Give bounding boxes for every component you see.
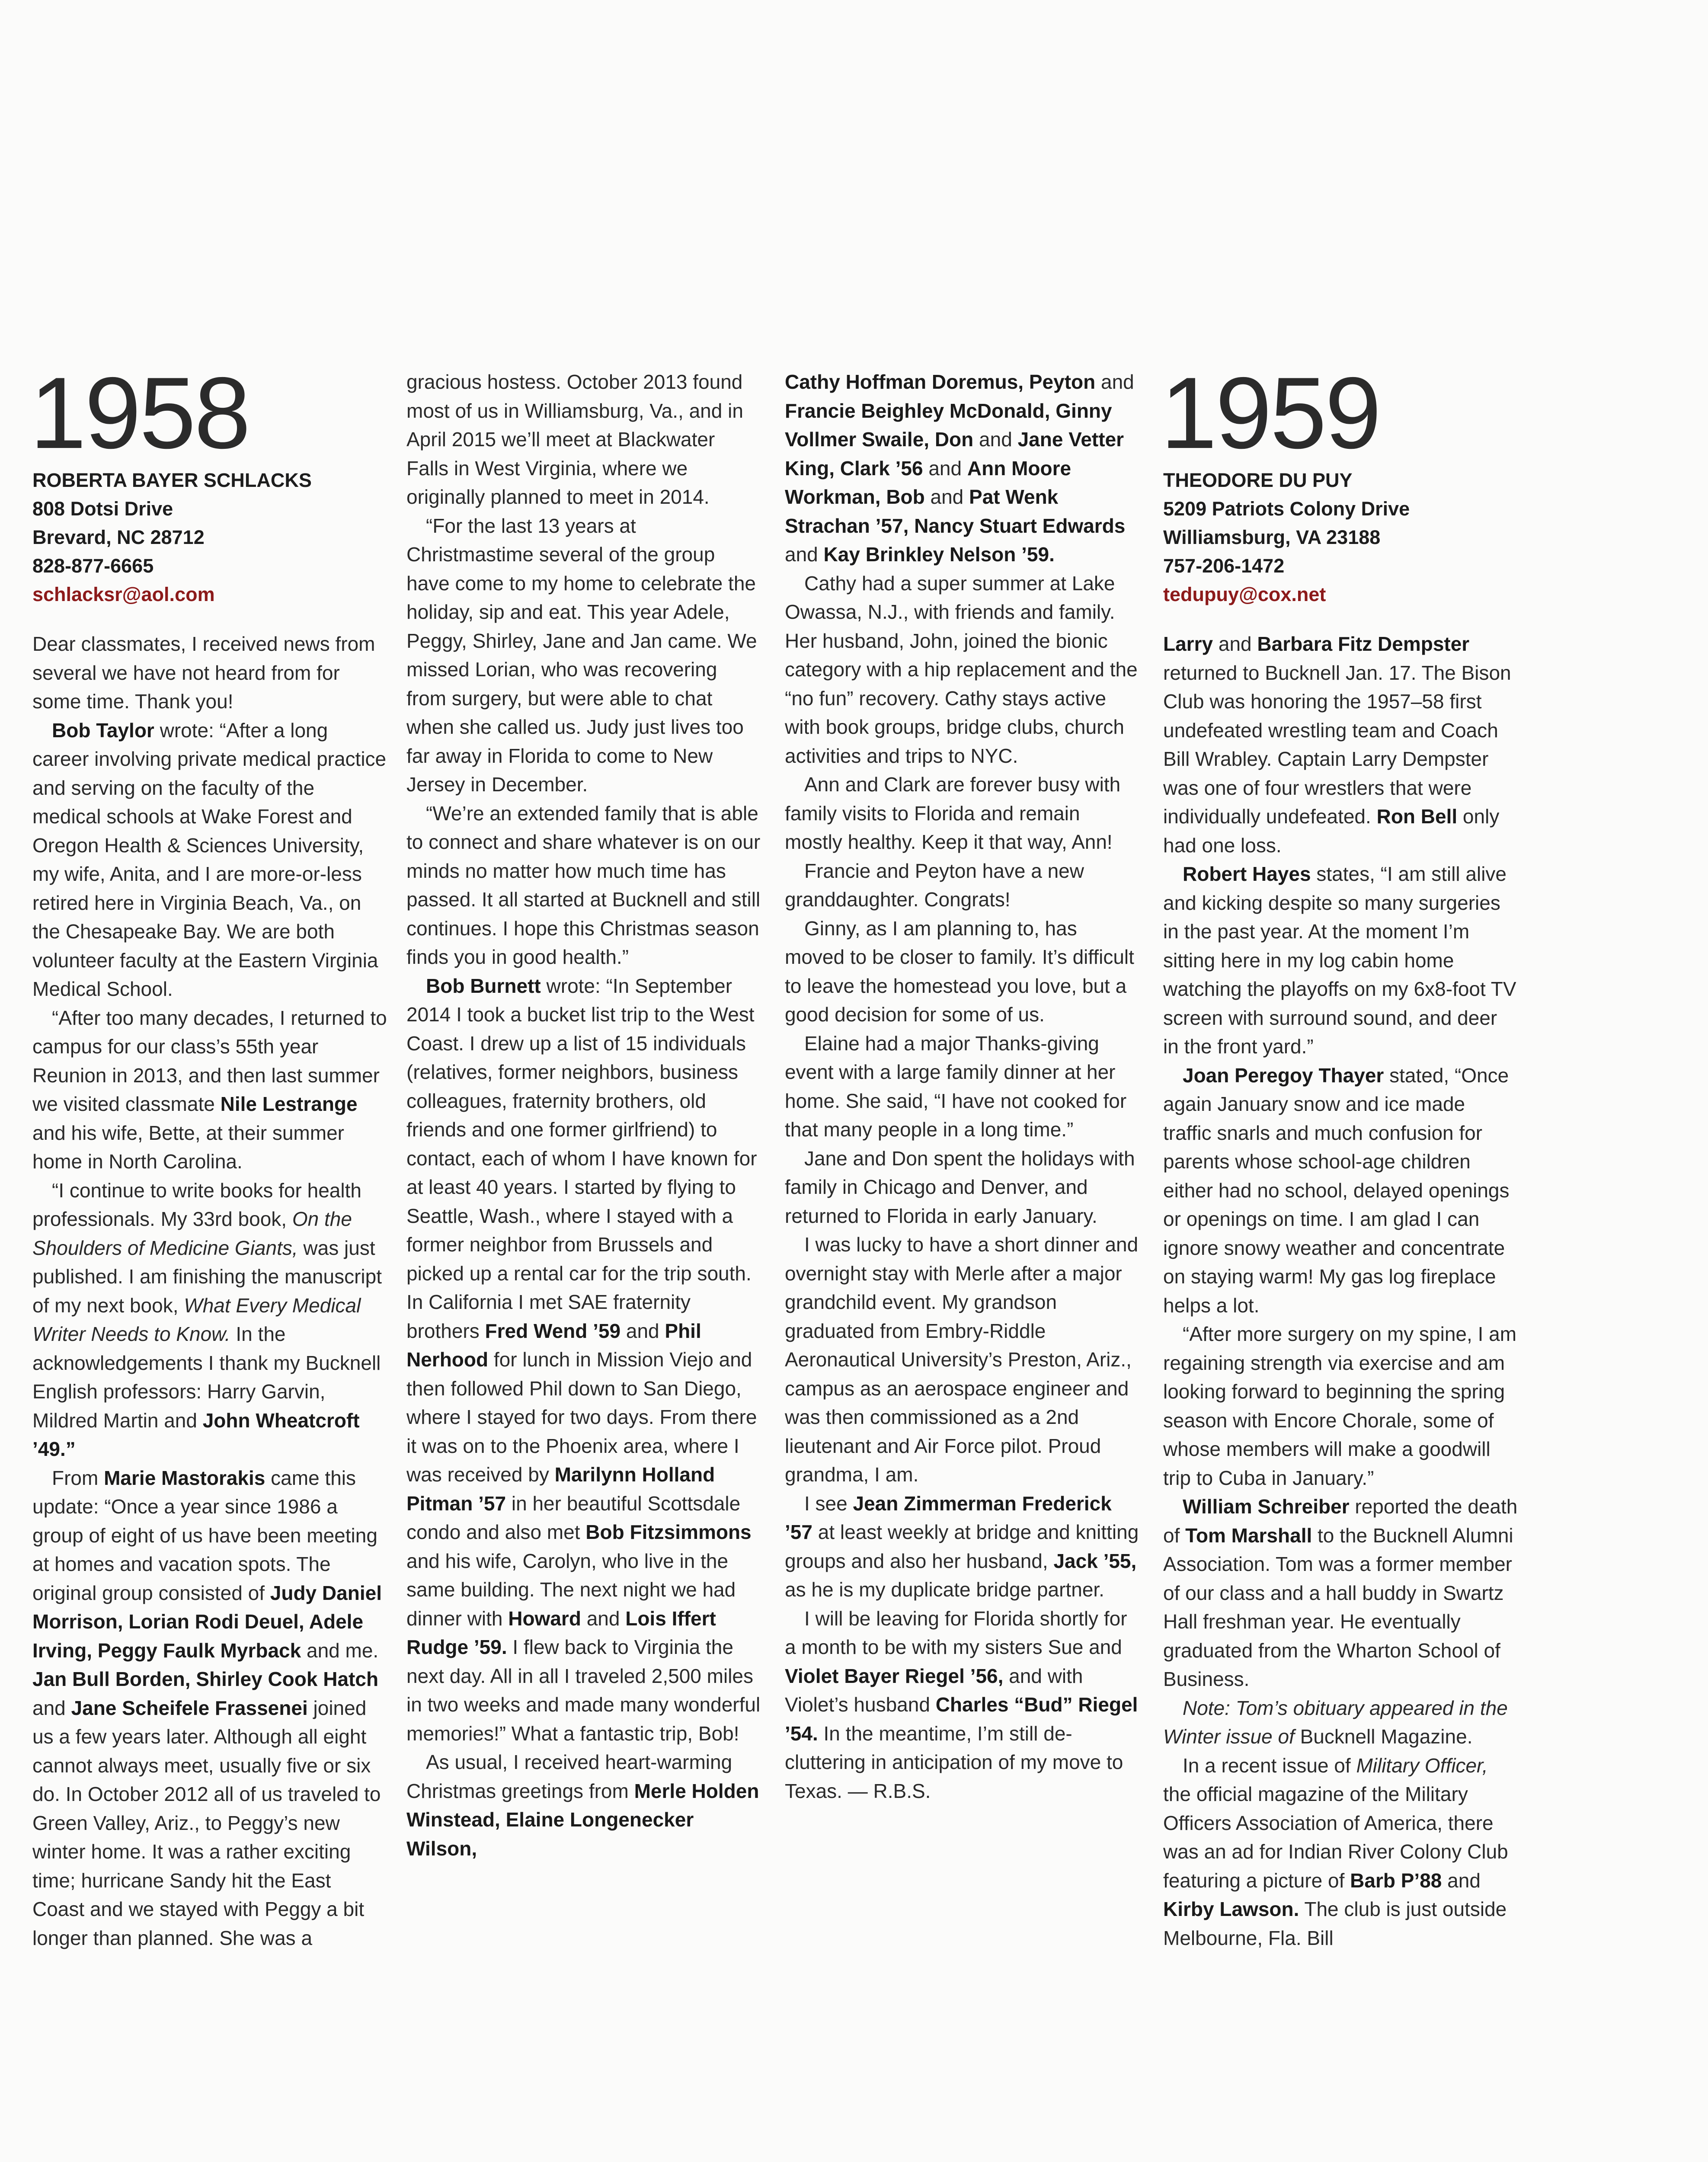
paragraph: Francie and Peyton have a new granddaughter. Congrats!: [785, 859, 1084, 911]
paragraph: “After too many decades, I returned to campus for our class’s 55th year Reunion in 2013, and then last summer we visited classmate Nile Lestrange and his wife, Bette, at their summer home in North Carolina.: [32, 1006, 387, 1173]
column-3: [785, 368, 1139, 1805]
correspondent-phone: 757-206-1472: [1163, 555, 1285, 577]
paragraph: “We’re an extended family that is able to connect and share whatever is on our minds no matter how much time has passed. It all started at Bucknell and still continues. I hope this Christmas season finds you in good health.”: [406, 802, 761, 968]
paragraph: Robert Hayes states, “I am still alive and kicking despite so many surgeries in the past year. At the moment I’m sitting here in my log cabin home watching the playoffs on my 6x8-foot TV screen with surround sound, and deer in the front yard.”: [1163, 863, 1516, 1058]
paragraph: Cathy Hoffman Doremus, Peyton and Francie Beighley McDonald, Ginny Vollmer Swaile, Don and Jane Vetter King, Clark ’56 and Ann Moore Workman, Bob and Pat Wenk Strachan ’57, Nancy Stuart Edwards and Kay Brinkley Nelson ’59.: [785, 371, 1134, 566]
paragraph: “After more surgery on my spine, I am regaining strength via exercise and am looking forward to beginning the spring season with Encore Chorale, some of whose members will make a goodwill trip to Cuba in January.”: [1163, 1323, 1517, 1489]
paragraph: Elaine had a major Thanks-giving event with a large family dinner at her home. She said, “I have not cooked for that many people in a long time.”: [785, 1032, 1127, 1141]
correspondent-email-link[interactable]: schlacksr@aol.com: [32, 583, 215, 605]
correspondent-address-line1: 808 Dotsi Drive: [32, 498, 173, 520]
paragraph: gracious hostess. October 2013 found most of us in Williamsburg, Va., and in April 2015 we’ll meet at Blackwater Falls in West Virginia, where we originally planned to meet in 2014.: [406, 371, 743, 508]
paragraph: I was lucky to have a short dinner and overnight stay with Merle after a major grandchild event. My grandson graduated from Embry-Riddle Aeronautical University’s Preston, Ariz., campus as an aerospace engineer and was then commissioned as a 2nd lieutenant and Air Force pilot. Proud grandma, I am.: [785, 1233, 1139, 1486]
correspondent-address-line2: Brevard, NC 28712: [32, 526, 205, 548]
class-correspondent-contact: [32, 466, 387, 609]
paragraph: Cathy had a super summer at Lake Owassa, N.J., with friends and family. Her husband, John, joined the bionic category with a hip replacement and the “no fun” recovery. Cathy stays active with book groups, bridge clubs, church activities and trips to NYC.: [785, 572, 1138, 767]
paragraph: I see Jean Zimmerman Frederick ’57 at least weekly at bridge and knitting groups and also her husband, Jack ’55, as he is my duplicate bridge partner.: [785, 1492, 1139, 1601]
paragraph: Larry and Barbara Fitz Dempster returned to Bucknell Jan. 17. The Bison Club was honoring the 1957–58 first undefeated wrestling team and Coach Bill Wrabley. Captain Larry Dempster was one of four wrestlers that were individually undefeated. Ron Bell only had one loss.: [1163, 633, 1511, 857]
column-4: [1161, 356, 1518, 1952]
paragraph: From Marie Mastorakis came this update: “Once a year since 1986 a group of eight of us have been meeting at homes and vacation spots. The original group consisted of Judy Daniel Morrison, Lorian Rodi Deuel, Adele Irving, Peggy Faulk Myrback and me. Jan Bull Borden, Shirley Cook Hatch and Jane Scheifele Frassenei joined us a few years later. Although all eight cannot always meet, usually five or six do. In October 2012 all of us traveled to Green Valley, Ariz., to Peggy’s new winter home. It was a rather exciting time; hurricane Sandy hit the East Coast and we stayed with Peggy a bit longer than planned. She was a: [32, 1466, 382, 1949]
paragraph: Ann and Clark are forever busy with family visits to Florida and remain mostly healthy. Keep it that way, Ann!: [785, 773, 1121, 853]
class-year-heading: 1959: [1161, 356, 1380, 470]
paragraph: Bob Taylor wrote: “After a long career involving private medical practice and serving on the faculty of the medical schools at Wake Forest and Oregon Health & Sciences University, my wife, Anita, and I are more-or-less retired here in Virginia Beach, Va., on the Chesapeake Bay. We are both volunteer faculty at the Eastern Virginia Medical School.: [32, 719, 387, 1000]
correspondent-email-link[interactable]: tedupuy@cox.net: [1163, 583, 1326, 605]
correspondent-name: THEODORE DU PUY: [1163, 469, 1353, 491]
class-year-heading: 1958: [30, 356, 249, 470]
paragraph: Bob Burnett wrote: “In September 2014 I took a bucket list trip to the West Coast. I drew up a list of 15 individuals (relatives, former neighbors, business colleagues, fraternity brothers, old friends and one former girlfriend) to contact, each of whom I have known for at least 40 years. I started by flying to Seattle, Wash., where I stayed with a former neighbor from Brussels and picked up a rental car for the trip south. In California I met SAE fraternity brothers Fred Wend ’59 and Phil Nerhood for lunch in Mission Viejo and then followed Phil down to San Diego, where I stayed for two days. From there it was on to the Phoenix area, where I was received by Marilynn Holland Pitman ’57 in her beautiful Scottsdale condo and also met Bob Fitzsimmons and his wife, Carolyn, who live in the same building. The next night we had dinner with Howard and Lois Iffert Rudge ’59. I flew back to Virginia the next day. All in all I traveled 2,500 miles in two weeks and made many wonderful memories!” What a fantastic trip, Bob!: [406, 974, 761, 1745]
correspondent-address-line2: Williamsburg, VA 23188: [1163, 526, 1381, 548]
correspondent-address-line1: 5209 Patriots Colony Drive: [1163, 498, 1410, 520]
paragraph: “I continue to write books for health professionals. My 33rd book, On the Shoulders of Medicine Giants, was just published. I am finishing the manuscript of my next book, What Every Medical Writer Needs to Know. In the acknowledgements I thank my Bucknell English professors: Harry Garvin, Mildred Martin and John Wheatcroft ’49.”: [32, 1179, 382, 1460]
paragraph: Note: Tom’s obituary appeared in the Winter issue of Bucknell Magazine.: [1163, 1696, 1508, 1748]
paragraph: Joan Peregoy Thayer stated, “Once again January snow and ice made traffic snarls and much confusion for parents whose school-age children either had no school, delayed openings or openings on time. I am glad I can ignore snowy weather and concentrate on staying warm! My gas log fireplace helps a lot.: [1163, 1064, 1510, 1317]
paragraph: Dear classmates, I received news from several we have not heard from for some time. Thank you!: [32, 633, 375, 713]
paragraph: Ginny, as I am planning to, has moved to be closer to family. It’s difficult to leave the homestead you love, but a good decision for some of us.: [785, 917, 1134, 1026]
column-1: [30, 356, 387, 1952]
paragraph: William Schreiber reported the death of Tom Marshall to the Bucknell Alumni Association. Tom was a former member of our class and a hall buddy in Swartz Hall freshman year. He eventually graduated from the Wharton School of Business.: [1163, 1495, 1518, 1690]
correspondent-name: ROBERTA BAYER SCHLACKS: [32, 469, 312, 491]
paragraph: Jane and Don spent the holidays with family in Chicago and Denver, and returned to Florida in early January.: [785, 1147, 1135, 1227]
correspondent-phone: 828-877-6665: [32, 555, 154, 577]
column-2: [406, 368, 761, 1863]
paragraph: As usual, I received heart-warming Christmas greetings from Merle Holden Winstead, Elaine Longenecker Wilson,: [406, 1751, 759, 1860]
class-correspondent-contact: [1163, 466, 1518, 609]
paragraph: “For the last 13 years at Christmastime several of the group have come to my home to celebrate the holiday, sip and eat. This year Adele, Peggy, Shirley, Jane and Jan came. We missed Lorian, who was recovering from surgery, but were able to chat when she called us. Judy just lives too far away in Florida to come to New Jersey in December.: [406, 514, 757, 796]
paragraph: I will be leaving for Florida shortly for a month to be with my sisters Sue and Violet Bayer Riegel ’56, and with Violet’s husband Charles “Bud” Riegel ’54. In the meantime, I’m still de-cluttering in anticipation of my move to Texas. — R.B.S.: [785, 1607, 1138, 1802]
paragraph: In a recent issue of Military Officer, the official magazine of the Military Officers Association of America, there was an ad for Indian River Colony Club featuring a picture of Barb P’88 and Kirby Lawson. The club is just outside Melbourne, Fla. Bill: [1163, 1754, 1508, 1949]
